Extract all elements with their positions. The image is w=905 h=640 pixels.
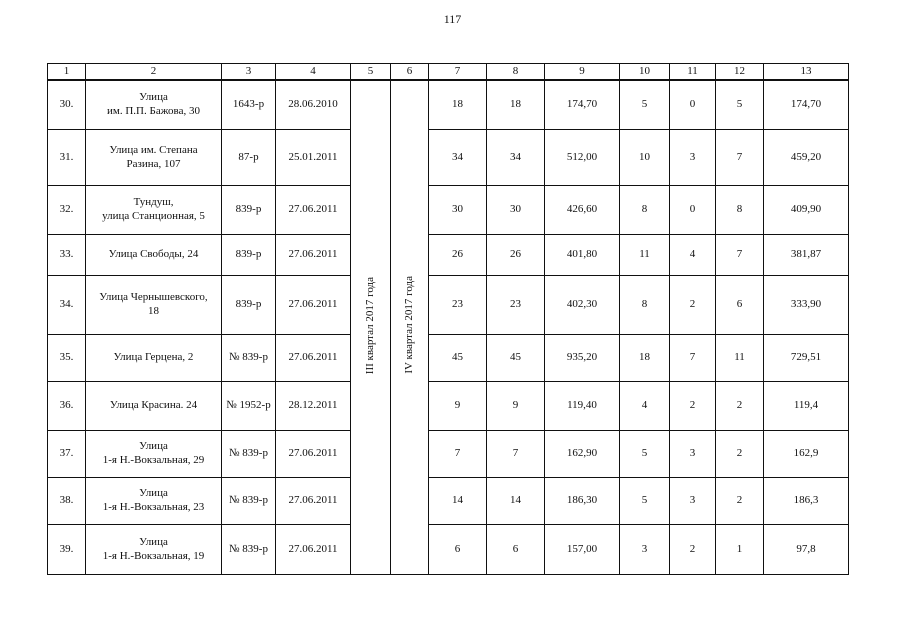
value-cell: 2	[670, 276, 716, 335]
value-cell: 10	[620, 130, 670, 186]
address-cell	[86, 80, 222, 130]
value-cell: 402,30	[545, 276, 620, 335]
address-cell	[86, 382, 222, 431]
value-cell: 5	[620, 80, 670, 130]
merged-col5	[351, 80, 391, 575]
table-row	[48, 130, 849, 186]
value-cell: 381,87	[764, 235, 849, 276]
date-cell: 27.06.2011	[276, 478, 351, 525]
date-cell: 25.01.2011	[276, 130, 351, 186]
address-line: Тундуш,	[133, 196, 174, 209]
row-number: 37.	[48, 431, 86, 478]
address-line: Улица Свободы, 24	[108, 248, 199, 261]
header-cell: 7	[429, 64, 487, 81]
address-line: 1-я Н.-Вокзальная, 23	[102, 501, 205, 513]
table-row	[48, 382, 849, 431]
row-number: 31.	[48, 130, 86, 186]
decree-cell: 87-р	[222, 130, 276, 186]
value-cell: 162,90	[545, 431, 620, 478]
date-cell: 27.06.2011	[276, 235, 351, 276]
merged-col6-text: IV квартал 2017 года	[402, 276, 415, 374]
value-cell: 34	[487, 130, 545, 186]
value-cell: 8	[620, 186, 670, 235]
value-cell: 333,90	[764, 276, 849, 335]
decree-cell: 839-р	[222, 186, 276, 235]
value-cell: 401,80	[545, 235, 620, 276]
value-cell: 2	[716, 431, 764, 478]
value-cell: 30	[429, 186, 487, 235]
header-cell: 12	[716, 64, 764, 81]
address-line: 1-я Н.-Вокзальная, 29	[102, 454, 205, 466]
date-cell: 27.06.2011	[276, 276, 351, 335]
value-cell: 11	[620, 235, 670, 276]
value-cell: 186,30	[545, 478, 620, 525]
address-line: Разина, 107	[126, 157, 181, 170]
table-row	[48, 335, 849, 382]
value-cell: 45	[487, 335, 545, 382]
value-cell: 157,00	[545, 525, 620, 575]
value-cell: 174,70	[545, 80, 620, 130]
row-number: 32.	[48, 186, 86, 235]
table-row	[48, 80, 849, 130]
decree-cell: 839-р	[222, 276, 276, 335]
value-cell: 729,51	[764, 335, 849, 382]
value-cell: 7	[716, 235, 764, 276]
row-number: 38.	[48, 478, 86, 525]
table-row	[48, 478, 849, 525]
table-row	[48, 186, 849, 235]
value-cell: 14	[429, 478, 487, 525]
row-number: 35.	[48, 335, 86, 382]
date-cell: 27.06.2011	[276, 335, 351, 382]
housing-table	[47, 63, 849, 575]
table-row	[48, 525, 849, 575]
row-number: 39.	[48, 525, 86, 575]
value-cell: 7	[429, 431, 487, 478]
address-line: Улица	[139, 440, 168, 453]
value-cell: 23	[429, 276, 487, 335]
address-cell	[86, 186, 222, 235]
value-cell: 459,20	[764, 130, 849, 186]
table-row	[48, 431, 849, 478]
value-cell: 18	[429, 80, 487, 130]
value-cell: 11	[716, 335, 764, 382]
value-cell: 6	[487, 525, 545, 575]
value-cell: 426,60	[545, 186, 620, 235]
value-cell: 18	[487, 80, 545, 130]
header-cell: 13	[764, 64, 849, 81]
address-line: Улица Герцена, 2	[113, 351, 194, 364]
value-cell: 512,00	[545, 130, 620, 186]
date-cell: 27.06.2011	[276, 186, 351, 235]
value-cell: 5	[716, 80, 764, 130]
value-cell: 2	[716, 382, 764, 431]
value-cell: 97,8	[764, 525, 849, 575]
value-cell: 9	[429, 382, 487, 431]
value-cell: 119,40	[545, 382, 620, 431]
value-cell: 4	[620, 382, 670, 431]
page-number: 117	[443, 12, 462, 26]
row-number: 34.	[48, 276, 86, 335]
address-line: им. П.П. Бажова, 30	[107, 105, 200, 117]
address-line: Улица	[139, 487, 168, 500]
address-cell	[86, 235, 222, 276]
value-cell: 14	[487, 478, 545, 525]
value-cell: 119,4	[764, 382, 849, 431]
decree-cell: № 1952-р	[222, 382, 276, 431]
header-cell: 3	[222, 64, 276, 81]
value-cell: 3	[620, 525, 670, 575]
address-cell	[86, 525, 222, 575]
date-cell: 27.06.2011	[276, 525, 351, 575]
address-line: 1-я Н.-Вокзальная, 19	[102, 549, 205, 562]
header-cell: 4	[276, 64, 351, 81]
header-row	[48, 64, 849, 81]
value-cell: 6	[716, 276, 764, 335]
table-row	[48, 276, 849, 335]
header-cell: 5	[351, 64, 391, 81]
decree-cell: № 839-р	[222, 478, 276, 525]
value-cell: 8	[716, 186, 764, 235]
header-cell: 6	[391, 64, 429, 81]
value-cell: 2	[670, 525, 716, 575]
value-cell: 2	[670, 382, 716, 431]
value-cell: 7	[670, 335, 716, 382]
address-line: Улица	[139, 91, 168, 104]
value-cell: 6	[429, 525, 487, 575]
row-number: 30.	[48, 80, 86, 130]
address-line: Улица Чернышевского,	[99, 291, 208, 304]
header-cell: 1	[48, 64, 86, 81]
value-cell: 7	[487, 431, 545, 478]
value-cell: 174,70	[764, 80, 849, 130]
table-row	[48, 235, 849, 276]
decree-cell: 839-р	[222, 235, 276, 276]
row-number: 36.	[48, 382, 86, 431]
address-cell	[86, 130, 222, 186]
value-cell: 0	[670, 186, 716, 235]
value-cell: 162,9	[764, 431, 849, 478]
value-cell: 3	[670, 478, 716, 525]
value-cell: 0	[670, 80, 716, 130]
decree-cell: № 839-р	[222, 431, 276, 478]
value-cell: 935,20	[545, 335, 620, 382]
address-cell	[86, 431, 222, 478]
value-cell: 26	[429, 235, 487, 276]
address-line: Улица Красина. 24	[109, 399, 198, 412]
value-cell: 30	[487, 186, 545, 235]
address-cell	[86, 276, 222, 335]
value-cell: 186,3	[764, 478, 849, 525]
header-cell: 8	[487, 64, 545, 81]
value-cell: 409,90	[764, 186, 849, 235]
value-cell: 9	[487, 382, 545, 431]
address-line: 18	[148, 305, 159, 317]
header-cell: 2	[86, 64, 222, 81]
address-line: Улица	[139, 535, 168, 548]
address-cell	[86, 478, 222, 525]
address-line: улица Станционная, 5	[102, 210, 205, 222]
value-cell: 45	[429, 335, 487, 382]
value-cell: 23	[487, 276, 545, 335]
header-cell: 10	[620, 64, 670, 81]
value-cell: 34	[429, 130, 487, 186]
decree-cell: № 839-р	[222, 525, 276, 575]
decree-cell: № 839-р	[222, 335, 276, 382]
value-cell: 26	[487, 235, 545, 276]
date-cell: 28.06.2010	[276, 80, 351, 130]
row-number: 33.	[48, 235, 86, 276]
decree-cell: 1643-р	[222, 80, 276, 130]
value-cell: 3	[670, 130, 716, 186]
value-cell: 8	[620, 276, 670, 335]
address-cell	[86, 335, 222, 382]
value-cell: 2	[716, 478, 764, 525]
value-cell: 3	[670, 431, 716, 478]
value-cell: 1	[716, 525, 764, 575]
value-cell: 5	[620, 431, 670, 478]
value-cell: 4	[670, 235, 716, 276]
merged-col6	[391, 80, 429, 575]
address-line: Улица им. Степана	[109, 143, 198, 156]
value-cell: 5	[620, 478, 670, 525]
date-cell: 28.12.2011	[276, 382, 351, 431]
merged-col5-text: III квартал 2017 года	[363, 276, 376, 374]
header-cell: 9	[545, 64, 620, 81]
date-cell: 27.06.2011	[276, 431, 351, 478]
value-cell: 18	[620, 335, 670, 382]
header-cell: 11	[670, 64, 716, 81]
value-cell: 7	[716, 130, 764, 186]
